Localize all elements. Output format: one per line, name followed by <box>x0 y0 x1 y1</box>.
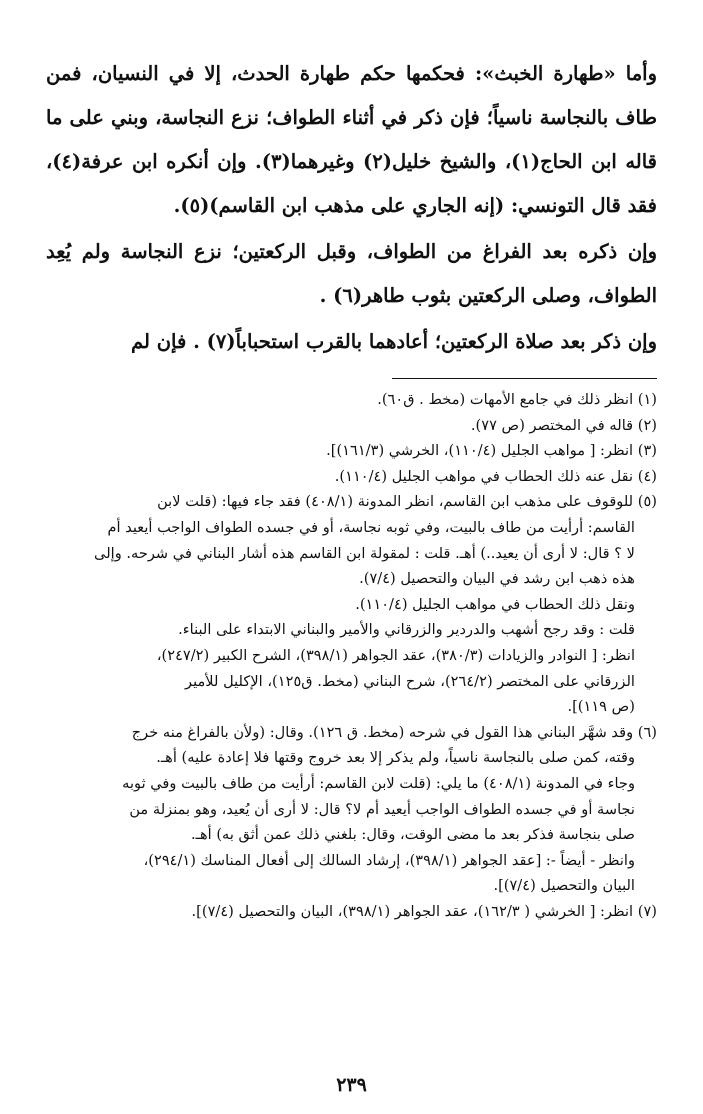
footnote-line: (١) انظر ذلك في جامع الأمهات (مخط . ق٦٠). <box>377 391 657 408</box>
footnote-line: لا ؟ قال: لا أرى أن يعيد..) أهـ. قلت : لمقولة ابن القاسم هذه أشار البناني في شرحه. وإلى <box>94 544 635 562</box>
footnote-line: الزرقاني على المختصر (٢٦٤/٢)، شرح البناني (مخط. ق١٢٥)، الإكليل للأمير <box>185 672 635 690</box>
footnote-line: قلت : وقد رجح أشهب والدردير والزرقاني والأمير والبناني الابتداء على البناء. <box>178 621 635 639</box>
footnotes <box>46 387 657 924</box>
main-paragraph-1: وأما «طهارة الخبث»: فحكمها حكم طهارة الحدث، إلا في النسيان، فمن طاف بالنجاسة ناسياً؛ فإن ذكر في أثناء الطواف؛ نزع النجاسة، وبني على ما قاله ابن الحاج(١)، والشيخ خليل(٢) وغيرهما(٣). وإن أنكره ابن عرفة(٤)، فقد قال التونسي: (إنه الجاري على مذهب ابن القاسم)(٥). <box>46 62 657 217</box>
footnote-2 <box>46 413 657 439</box>
footnote-line: (٥) للوقوف على مذهب ابن القاسم، انظر المدونة (٤٠٨/١) فقد جاء فيها: (قلت لابن <box>157 493 657 511</box>
footnote-separator-wrap <box>46 364 657 387</box>
footnote-1 <box>46 387 657 413</box>
main-text <box>46 52 657 364</box>
footnote-line: (ص ١١٩)]. <box>567 698 635 716</box>
footnote-line: وجاء في المدونة (٤٠٨/١) ما يلي: (قلت لابن القاسم: أرأيت من طاف بالبيت وفي ثوبه <box>122 774 635 792</box>
footnote-line: القاسم: أرأيت من طاف بالبيت، وفي ثوبه نجاسة، أو في جسده الطواف الواجب أيعيد أم <box>107 518 635 536</box>
footnote-line: (٣) انظر: [ مواهب الجليل (١١٠/٤)، الخرشي (١٦١/٣)]. <box>326 442 657 460</box>
footnote-line: (٤) نقل عنه ذلك الحطاب في مواهب الجليل (١١٠/٤). <box>334 467 657 485</box>
footnote-3 <box>46 438 657 464</box>
main-paragraph-2: وإن ذكره بعد الفراغ من الطواف، وقبل الركعتين؛ نزع النجاسة ولم يُعِد الطواف، وصلى الركعتين بثوب طاهر(٦) . <box>46 240 657 307</box>
footnote-line: نجاسة أو في جسده الطواف الواجب أيعيد أم لا؟ قال: لا أرى أن يُعيد، وهو بمنزلة من <box>129 800 635 818</box>
footnote-separator <box>392 378 657 379</box>
footnote-6 <box>46 720 657 899</box>
footnote-line: انظر: [ النوادر والزيادات (٣٨٠/٣)، عقد الجواهر (٣٩٨/١)، الشرح الكبير (٢٤٧/٢)، <box>156 646 635 664</box>
footnote-line: ونقل ذلك الحطاب في مواهب الجليل (١١٠/٤). <box>355 595 635 613</box>
main-paragraph-3: وإن ذكر بعد صلاة الركعتين؛ أعادهما بالقرب استحباباً(٧) . فإن لم <box>131 330 657 353</box>
footnote-line: وانظر - أيضاً -: [عقد الجواهر (٣٩٨/١)، إرشاد السالك إلى أفعال المناسك (٢٩٤/١)، <box>143 851 635 869</box>
footnote-4 <box>46 464 657 490</box>
page-number: ٢٣٩ <box>336 1074 367 1096</box>
footnote-5 <box>46 489 657 719</box>
footnote-line: البيان والتحصيل (٧/٤)]. <box>493 877 635 895</box>
footnote-line: (٧) انظر: [ الخرشي ( ١٦٢/٣)، عقد الجواهر (٣٩٨/١)، البيان والتحصيل (٧/٤)]. <box>191 902 657 920</box>
footnote-line: صلى بنجاسة فذكر بعد ما مضى الوقت، وقال: بلغني ذلك عمن أثق به) أهـ. <box>191 826 635 844</box>
footnote-line: (٢) قاله في المختصر (ص ٧٧). <box>470 416 657 434</box>
footnote-7 <box>46 899 657 925</box>
footnote-line: هذه ذهب ابن رشد في البيان والتحصيل (٧/٤). <box>359 570 635 588</box>
footnote-line: (٦) وقد شهَّر البناني هذا القول في شرحه (مخط. ق ١٢٦). وقال: (ولأن بالفراغ منه خرج <box>131 723 657 741</box>
footnote-line: وقته، كمن صلى بالنجاسة ناسياً، ولم يذكر إلا بعد خروج وقتها فلا إعادة عليه) أهـ. <box>156 749 635 767</box>
